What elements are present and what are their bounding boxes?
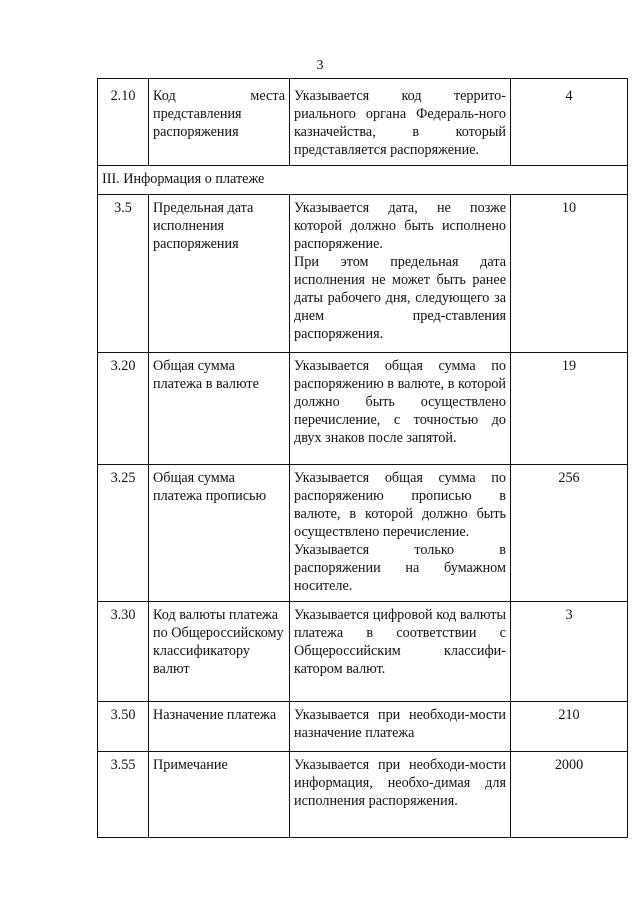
table-row [98,752,628,838]
row-description [290,752,511,838]
table-row [98,353,628,465]
description-paragraph: Указывается дата, не позже которой должно быть исполнено распоряжение. [294,200,506,252]
row-length: 4 [511,79,628,166]
table-row [98,702,628,752]
description-paragraph: Указывается общая сумма по распоряжению в валюте, в которой должно быть осуществлено перечисление, с точностью до двух знаков после запятой. [294,358,506,446]
row-number: 3.20 [98,353,149,465]
row-length: 3 [511,602,628,702]
section-title: III. Информация о платеже [98,166,628,195]
row-number: 3.55 [98,752,149,838]
row-name [149,79,290,166]
row-name: Общая сумма платежа в валюте [149,353,290,465]
row-length: 2000 [511,752,628,838]
row-number: 3.30 [98,602,149,702]
row-number: 3.50 [98,702,149,752]
description-paragraph: Указывается только в распоряжении на бумажном носителе. [294,542,506,594]
table-row [98,465,628,602]
section-row [98,166,628,195]
row-name-part: Код [153,88,176,104]
row-name-part: места [250,88,285,104]
description-paragraph: Указывается при необходи-мости информация, необхо-димая для исполнения распоряжения. [294,757,506,809]
table-row [98,195,628,353]
description-paragraph: Указывается при необходи-мости назначение платежа [294,707,506,741]
row-name: Примечание [149,752,290,838]
row-name: Общая сумма платежа прописью [149,465,290,602]
description-paragraph: Указывается общая сумма по распоряжению прописью в валюте, в которой должно быть осуществлено перечисление. [294,470,506,540]
row-name-part: представления распоряжения [153,106,242,140]
row-length: 19 [511,353,628,465]
row-length: 210 [511,702,628,752]
description-paragraph: Указывается цифровой код валюты платежа в соответствии с Общероссийским классифи-катором валют. [294,607,506,677]
row-description [290,79,511,166]
row-description [290,195,511,353]
row-description [290,465,511,602]
row-description [290,353,511,465]
description-paragraph: Указывается код террито-риального органа Федераль-ного казначейства, в который представляется распоряжение. [294,88,506,158]
page-number: 3 [316,58,324,73]
row-description [290,702,511,752]
row-number: 2.10 [98,79,149,166]
table-row [98,602,628,702]
requisites-table [97,78,628,838]
row-length: 10 [511,195,628,353]
table-row [98,79,628,166]
row-number: 3.5 [98,195,149,353]
row-name: Предельная дата исполнения распоряжения [149,195,290,353]
row-name: Назначение платежа [149,702,290,752]
row-name: Код валюты платежа по Общероссийскому классификатору валют [149,602,290,702]
description-paragraph: При этом предельная дата исполнения не может быть ранее даты рабочего дня, следующего за днем пред-ставления распоряжения. [294,254,506,342]
row-number: 3.25 [98,465,149,602]
row-length: 256 [511,465,628,602]
row-description [290,602,511,702]
